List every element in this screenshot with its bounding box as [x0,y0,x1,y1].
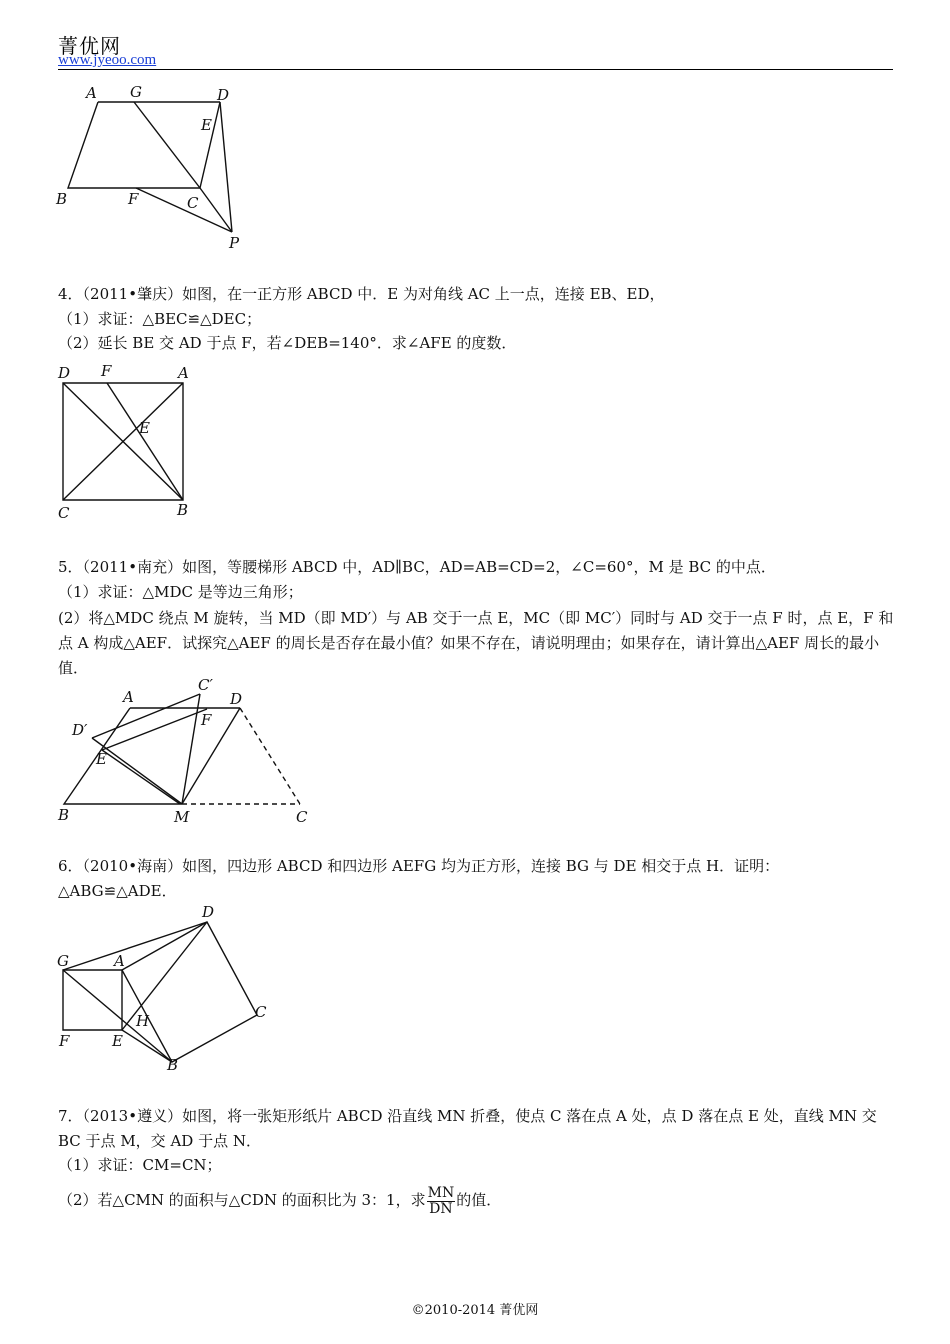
fraction-numerator: MN [427,1184,455,1201]
label-F: F [201,711,212,729]
q7-part2-prefix: （2）若△CMN 的面积与△CDN 的面积比为 3：1，求 [58,1191,426,1209]
site-brand: 菁优网 [58,34,121,58]
label-C: C [296,808,308,826]
label-G: G [130,83,142,101]
label-C-prime: C′ [198,678,213,694]
q7-part2-suffix: 的值． [456,1191,502,1209]
label-P: P [229,234,240,252]
label-F: F [128,190,139,208]
q4-part2: （2）延长 BE 交 AD 于点 F，若∠DEB=140°．求∠AFE 的度数． [58,334,517,352]
label-B: B [56,190,68,208]
label-E: E [112,1032,123,1050]
label-B: B [167,1056,179,1074]
label-E: E [201,116,212,134]
q4-part1: （1）求证：△BEC≌△DEC； [58,310,262,328]
figure-q3-parallelogram [50,80,270,260]
label-A: A [123,688,134,706]
label-E: E [96,750,107,768]
q4-stem: 4．（2011•肇庆）如图，在一正方形 ABCD 中．E 为对角线 AC 上一点，连接 EB、ED， [58,285,665,303]
label-F: F [59,1032,70,1050]
label-A: A [178,364,189,382]
fraction-mn-over-dn [427,1186,456,1217]
label-C: C [187,194,199,212]
label-A: A [86,84,97,102]
q5-stem: 5．（2011•南充）如图，等腰梯形 ABCD 中，AD∥BC，AD=AB=CD=2，∠C=60°，M 是 BC 的中点． [58,558,776,576]
figure-q5-trapezoid [50,678,330,828]
label-D: D [58,364,71,382]
label-D: D [202,903,215,921]
label-A: A [114,952,125,970]
q5-part2: (2）将△MDC 绕点 M 旋转，当 MD（即 MD′）与 AB 交于一点 E，MC（即 MC′）同时与 AD 交于一点 F 时，点 E，F 和点 A 构成△AEF．试探究△AEF 的周长是否存在最小值？如果不存在，请说明理由；如果存在，请计算出△AEF 周长的最小值． [58,609,894,677]
q5-part1: （1）求证：△MDC 是等边三角形； [58,583,303,601]
label-M: M [174,808,190,826]
label-H: H [136,1012,150,1030]
label-E: E [139,419,150,437]
page-footer: ©2010-2014 菁优网 [411,1303,539,1318]
q7-part2 [58,1180,501,1220]
q6-stem-cont: △ABG≌△ADE． [58,882,177,900]
fraction-denominator: DN [429,1200,453,1217]
label-F: F [101,362,112,380]
label-C: C [58,504,70,522]
label-B: B [177,501,189,519]
q6-stem: 6．（2010•海南）如图，四边形 ABCD 和四边形 AEFG 均为正方形，连接 BG 与 DE 相交于点 H．证明： [58,857,780,875]
q7-stem: 7．（2013•遵义）如图，将一张矩形纸片 ABCD 沿直线 MN 折叠，使点 C 落在点 A 处，点 D 落在点 E 处，直线 MN 交 BC 于点 M，交 AD 于点 N． [58,1107,877,1150]
label-D: D [217,86,230,104]
site-url-link[interactable]: www.jyeoo.com [58,52,157,68]
label-D: D [230,690,243,708]
label-B: B [58,806,70,824]
figure-q4-square [50,360,210,525]
header-divider [58,69,893,70]
q7-part1: （1）求证：CM=CN； [58,1156,222,1174]
label-C: C [255,1003,267,1021]
figure-q6-squares [50,902,290,1078]
label-G: G [57,952,69,970]
label-D-prime: D′ [72,721,88,739]
